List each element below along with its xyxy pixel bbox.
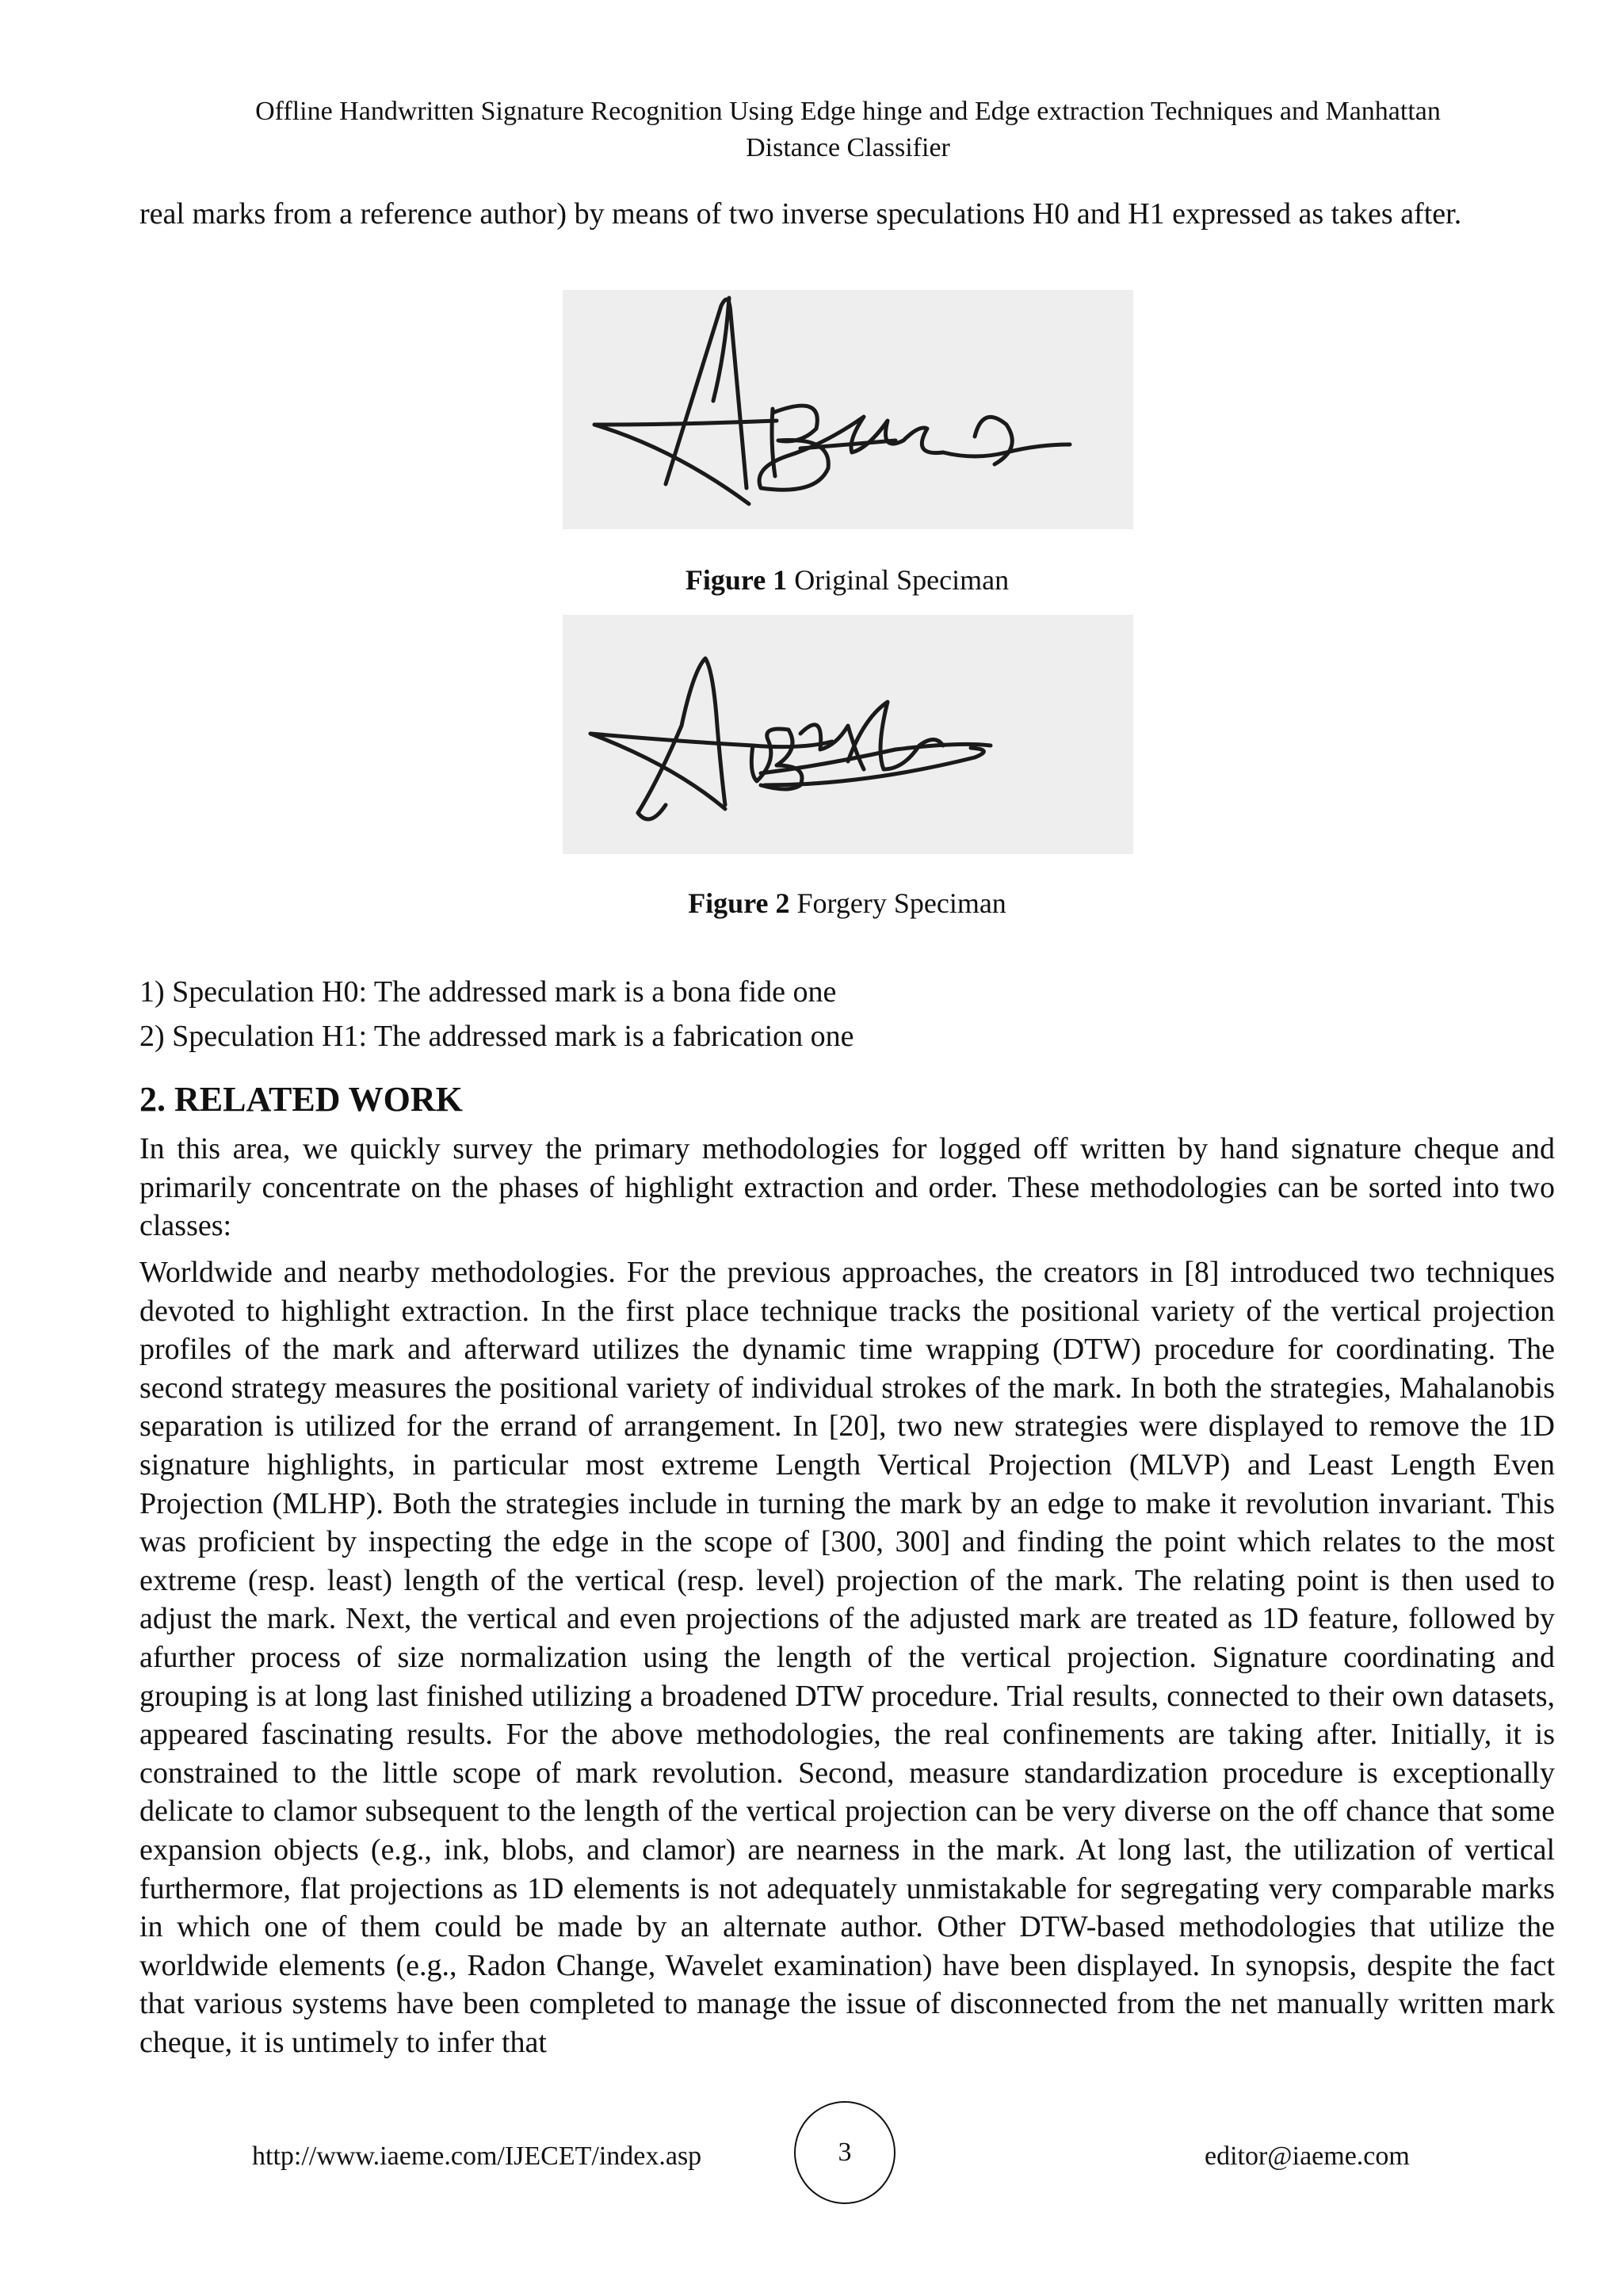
speculation-h0: 1) Speculation H0: The addressed mark is a bona fide one <box>139 975 837 1009</box>
original-signature-drawing <box>563 290 1133 529</box>
running-head <box>127 93 1569 166</box>
speculation-h1: 2) Speculation H1: The addressed mark is a fabrication one <box>139 1020 854 1053</box>
figure-2-caption-text: Forgery Speciman <box>796 887 1006 919</box>
page-number-badge <box>794 2101 896 2204</box>
figure-1-label: Figure 1 <box>685 564 788 596</box>
footer-email-link[interactable]: editor@iaeme.com <box>1205 2142 1410 2171</box>
related-work-paragraph-1: In this area, we quickly survey the primary methodologies for logged off written by hand signature cheque and primarily concentrate on the phases of highlight extraction and order. These methodologies can be sorted into two classes: <box>139 1132 1555 1243</box>
figure-1-caption-text: Original Speciman <box>794 564 1010 596</box>
page-number: 3 <box>838 2138 852 2167</box>
figure-2-label: Figure 2 <box>688 887 790 919</box>
figure-2-caption <box>0 886 1623 921</box>
section-heading: 2. RELATED WORK <box>139 1080 463 1119</box>
footer-url-link[interactable]: http://www.iaeme.com/IJECET/index.asp <box>252 2142 702 2171</box>
forgery-signature-drawing <box>563 615 1133 854</box>
intro-paragraph: real marks from a reference author) by means of two inverse speculations H0 and H1 expressed as takes after. <box>139 197 1462 231</box>
figure-1-signature-image <box>563 290 1133 529</box>
figure-2-signature-image <box>563 615 1133 854</box>
running-head-line-2: Distance Classifier <box>746 133 950 162</box>
related-work-paragraph-2: Worldwide and nearby methodologies. For the previous approaches, the creators in [8] introduced two techniques devoted to highlight extraction. In the first place technique tracks the positional variety of the vertical projection profiles of the mark and afterward utilizes the dynamic time wrapping (DTW) procedure for coordinating. The second strategy measures the positional variety of individual strokes of the mark. In both the strategies, Mahalanobis separation is utilized for the errand of arrangement. In [20], two new strategies were displayed to remove the 1D signature highlights, in particular most extreme Length Vertical Projection (MLVP) and Least Length Even Projection (MLHP). Both the strategies include in turning the mark by an edge to make it revolution invariant. This was proficient by inspecting the edge in the scope of [300, 300] and finding the point which relates to the most extreme (resp. least) length of the vertical (resp. level) projection of the mark. The relating point is then used to adjust the mark. Next, the vertical and even projections of the adjusted mark are treated as 1D feature, followed by afurther process of size normalization using the length of the vertical projection. Signature coordinating and grouping is at long last finished utilizing a broadened DTW procedure. Trial results, connected to their own datasets, appeared fascinating results. For the above methodologies, the real confinements are taking after. Initially, it is constrained to the little scope of mark revolution. Second, measure standardization procedure is exceptionally delicate to clamor subsequent to the length of the vertical projection can be very diverse on the off chance that some expansion objects (e.g., ink, blobs, and clamor) are nearness in the mark. At long last, the utilization of vertical furthermore, flat projections as 1D elements is not adequately unmistakable for segregating very comparable marks in which one of them could be made by an alternate author. Other DTW-based methodologies that utilize the worldwide elements (e.g., Radon Change, Wavelet examination) have been displayed. In synopsis, despite the fact that various systems have been completed to manage the issue of disconnected from the net manually written mark cheque, it is untimely to infer that <box>139 1256 1555 2059</box>
running-head-line-1: Offline Handwritten Signature Recognition Using Edge hinge and Edge extraction Techniques and Manhattan <box>255 97 1441 126</box>
figure-1-caption <box>0 563 1623 597</box>
